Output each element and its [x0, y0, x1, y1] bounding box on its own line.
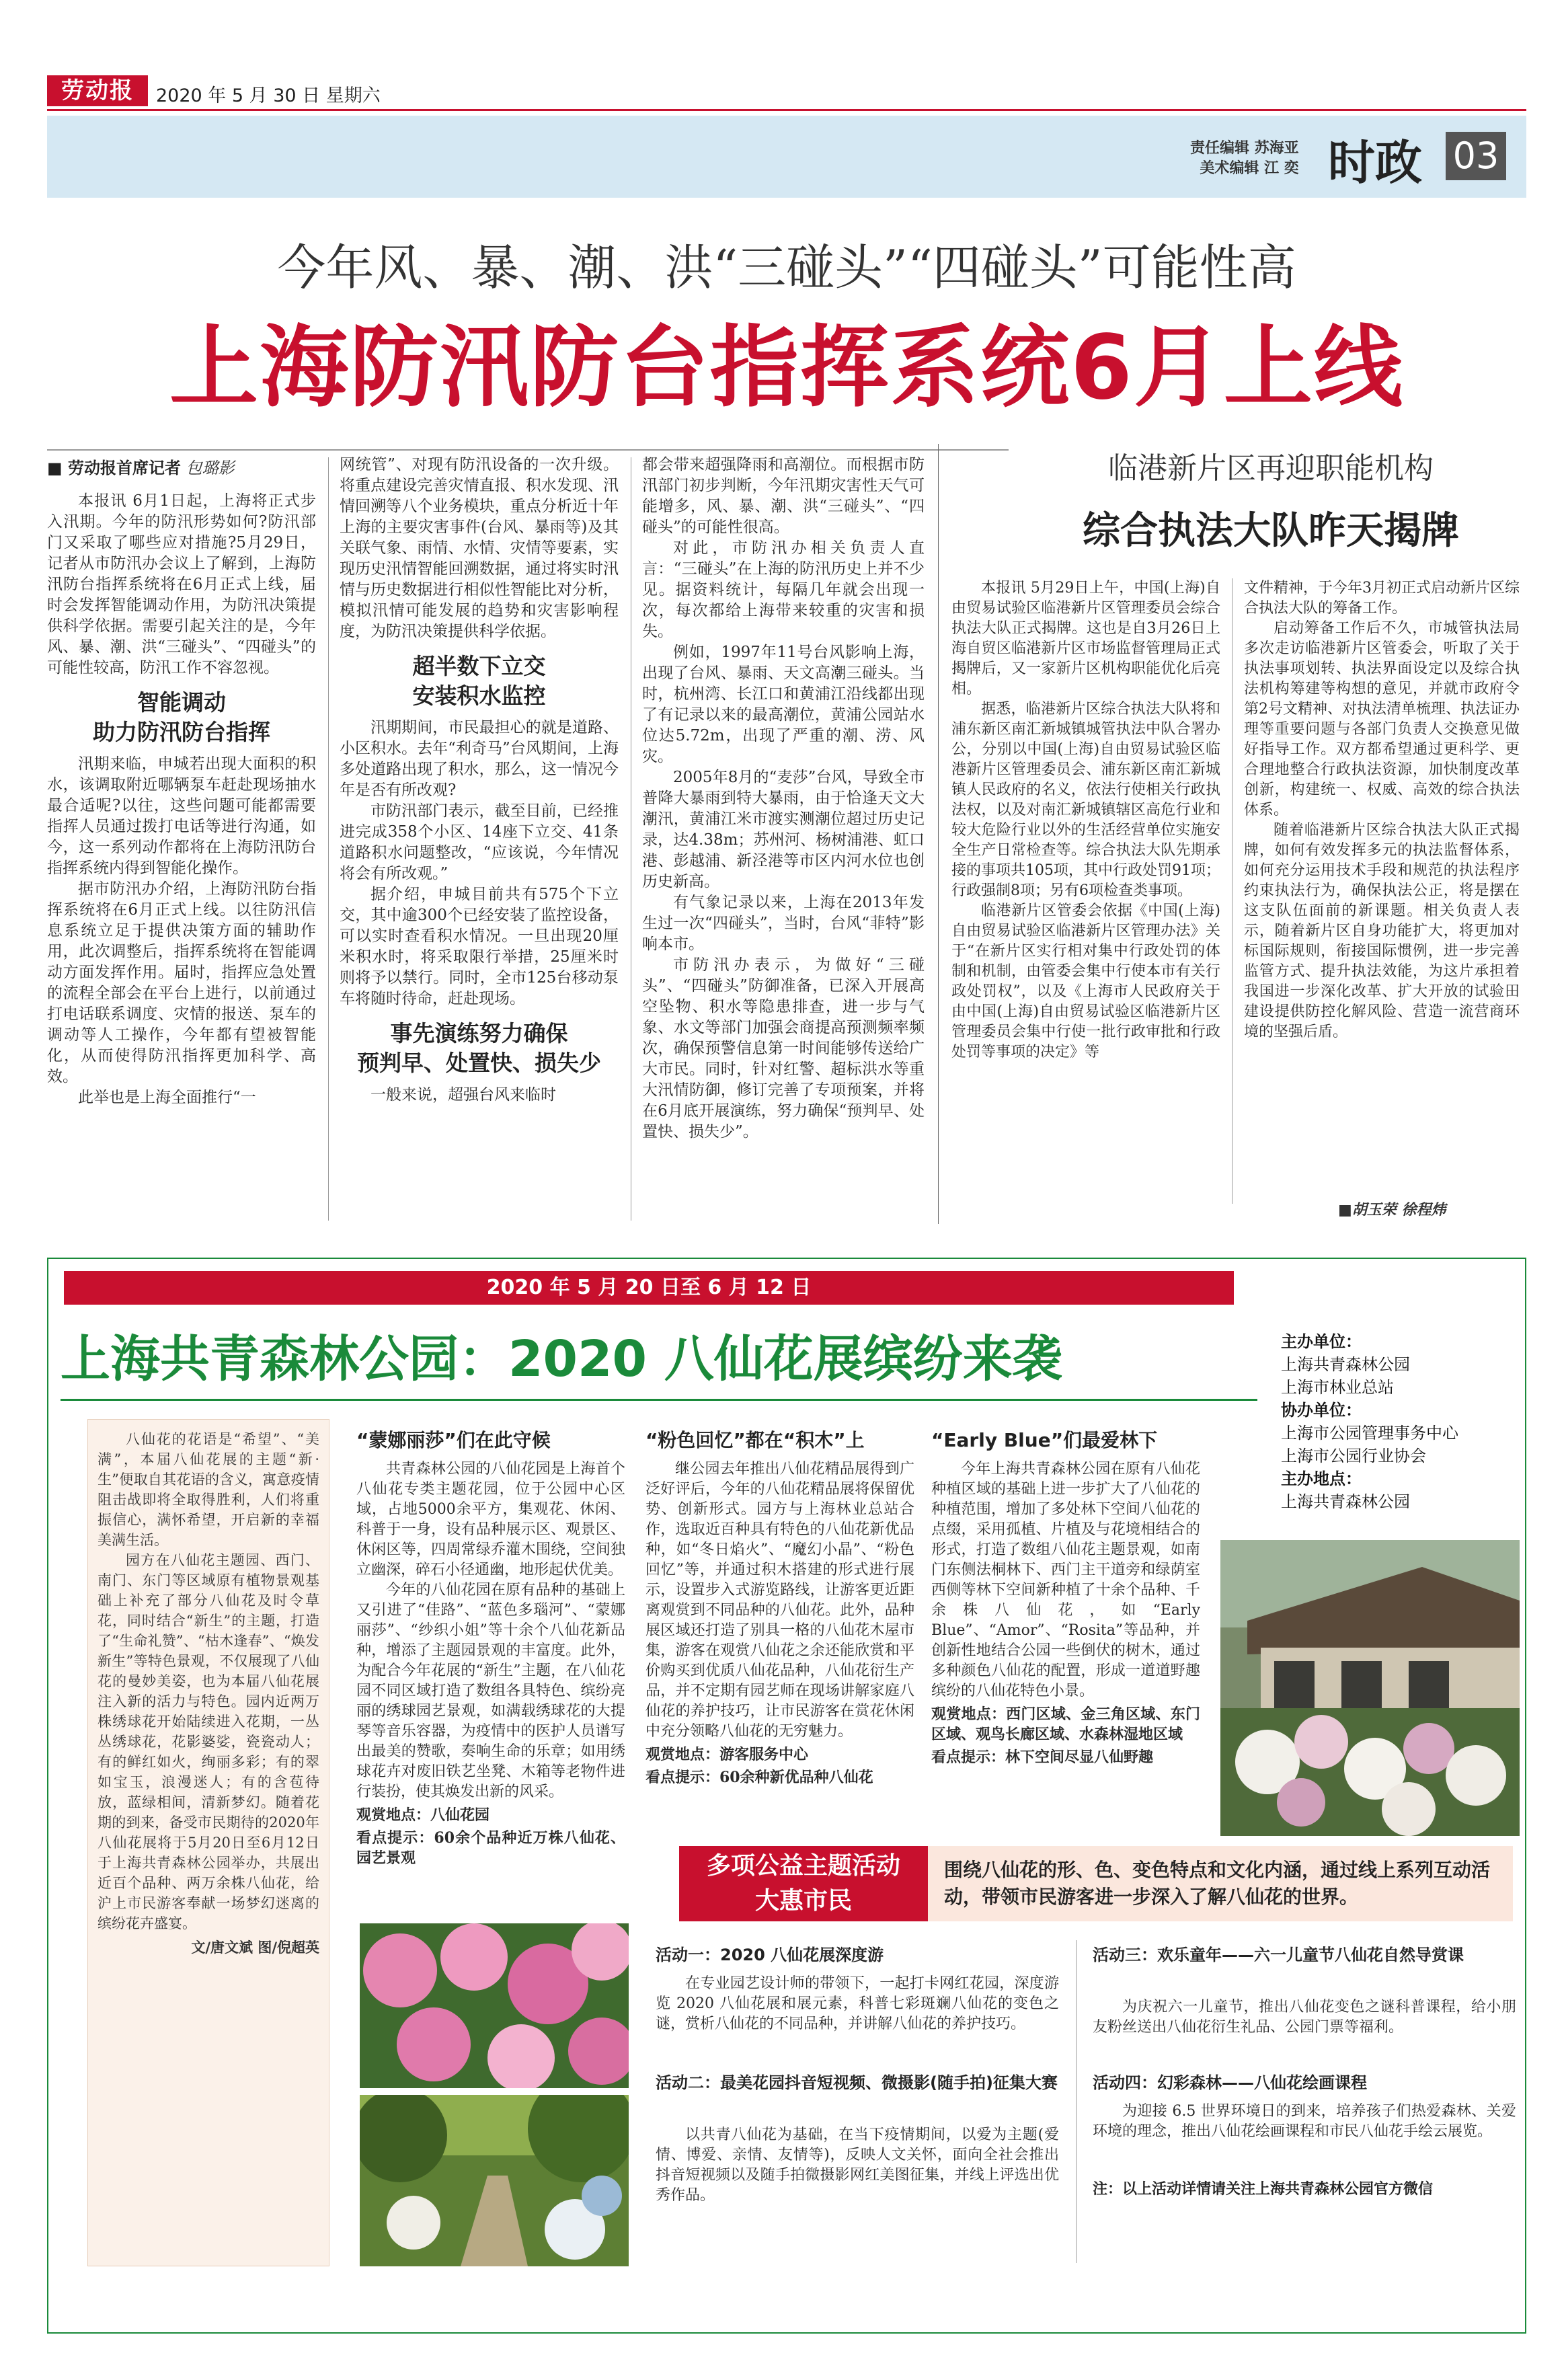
- paragraph: 临港新片区管委会依据《中国(上海)自由贸易试验区临港新片区管理办法》关于“在新片区实行相对集中行政处罚的体制和机制，由管委会集中行使本市有关行政处罚权”，以及《上海市人民政府关于由中国(上海)自由贸易试验区临港新片区管理委员会集中行使一批行政审批和行政处罚等事项的决定》等: [951, 903, 1220, 1061]
- ad-column-1: [356, 1459, 625, 1868]
- paragraph: 例如，1997年11号台风影响上海，出现了台风、暴雨、天文高潮三碰头。当时，杭州湾、长江口和黄浦江沿线都出现了有记录以来的最高潮位，黄浦公园站水位达5.72m，出现了严重的潮、涝、风灾。: [642, 644, 925, 765]
- paragraph: 2005年8月的“麦莎”台风，导致全市普降大暴雨到特大暴雨，由于恰逢天文大潮汛，黄浦江米市渡实测潮位超过历史记录，达4.38m；苏州河、杨树浦港、虹口港、彭越浦、新泾港等市区内河水位也创历史新高。: [642, 769, 925, 890]
- co-organizer-label: 协办单位：: [1281, 1401, 1362, 1420]
- paragraph: 本报讯 6月1日起，上海将正式步入汛期。今年的防汛形势如何?防汛部门又采取了哪些应对措施?5月29日，记者从市防汛办会议上了解到，上海防汛防台指挥系统将在6月正式上线，届时会发挥智能调动作用，为防汛决策提供科学依据。需要引起关注的是，今年风、暴、潮、洪“三碰头”、“四碰头”的可能性较高，防汛工作不容忽视。: [47, 492, 316, 677]
- paragraph: 汛期来临，申城若出现大面积的积水，该调取附近哪辆泵车赶赴现场抽水最合适呢?以往，这些问题可能都需要指挥人员通过拨打电话等进行沟通，如今，这一系列动作都将在上海防汛防台指挥系统内得到智能化操作。: [47, 755, 316, 877]
- highlight-tip: 看点提示：林下空间尽显八仙野趣: [931, 1749, 1154, 1766]
- main-column-3: [642, 455, 925, 1221]
- view-location: 观赏地点：西门区域、金三角区域、东门区域、观鸟长廊区域、水森林湿地区域: [931, 1705, 1200, 1743]
- co-organizer-2: 上海市公园行业协会: [1281, 1447, 1426, 1465]
- activity-4-title: 活动四：幻彩森林——八仙花绘画课程: [1093, 2073, 1367, 2092]
- activities-label: 多项公益主题活动 大惠市民: [679, 1846, 928, 1921]
- lead-credit: 文/唐文斌 图/倪超英: [191, 1939, 319, 1956]
- side-kicker: 临港新片区再迎职能机构: [1108, 451, 1434, 486]
- main-headline: 上海防汛防台指挥系统6月上线: [169, 316, 1404, 420]
- paragraph: 为庆祝六一儿童节，推出八仙花变色之谜科普课程，给小朋友粉丝送出八仙花衍生礼品、公园门票等福利。: [1093, 1999, 1516, 2036]
- paragraph: 市防汛办表示，为做好“三碰头”、“四碰头”防御准备，已深入开展高空坠物、积水等隐患排查，进一步与气象、水文等部门加强会商提高预测频率频次，确保预警信息第一时间能够传送给广大市民。同时，针对红警、超标洪水等重大汛情防御，修订完善了专项预案，并将在6月底开展演练，努力确保“预判早、处置快、损失少”。: [642, 956, 925, 1141]
- activity-4-body: [1093, 2102, 1516, 2142]
- subhead-drill: 事先演练努力确保 预判早、处置快、损失少: [357, 1020, 601, 1076]
- paragraph: 共青森林公园的八仙花园是上海首个八仙花专类主题花园，位于公园中心区域，占地5000余平方，集观花、休闲、科普于一身，设有品种展示区、观景区、休闲区等，四周常绿乔灌木围绕，空间独立幽深，碎石小径通幽，地形起伏优美。: [356, 1461, 625, 1578]
- paragraph: 都会带来超强降雨和高潮位。而根据市防汛部门初步判断，今年汛期灾害性天气可能增多，风、暴、潮、洪“三碰头”、“四碰头”的可能性很高。: [642, 456, 925, 536]
- co-organizer-1: 上海市公园管理事务中心: [1281, 1424, 1458, 1443]
- sponsor-1: 上海共青森林公园: [1281, 1355, 1410, 1374]
- side-headline: 综合执法大队昨天揭牌: [1083, 509, 1459, 553]
- main-byline: [47, 455, 235, 478]
- view-location: 观赏地点：八仙花园: [356, 1806, 490, 1824]
- art-editor-line: 美术编辑 江 奕: [1200, 160, 1299, 177]
- paragraph: 据市防汛办介绍，上海防汛防台指挥系统将在6月正式上线。以往防汛信息系统立足于提供决策方面的辅助作用，此次调整后，指挥系统将在智能调动方面发挥作用。届时，指挥应急处置的流程全部会在平台上进行，以前通过打电话联系调度、灾情的报送、泵车的调动等人工操作，今年都有望被智能化，从而使得防汛指挥更加科学、高效。: [47, 880, 316, 1085]
- activities-note: 注：以上活动详情请关注上海共青森林公园官方微信: [1093, 2180, 1434, 2198]
- ad-col1-head: “蒙娜丽莎”们在此守候: [356, 1429, 551, 1451]
- subhead-underpass-monitoring: 超半数下立交 安装积水监控: [412, 653, 546, 709]
- paragraph: 今年的八仙花园在原有品种的基础上又引进了“佳路”、“蓝色多瑙河”、“蒙娜丽莎”、“纱织小姐”等十余个八仙花新品种，增添了主题园景观的丰富度。此外，为配合今年花展的“新生”主题，在八仙花园不同区域打造了数组各具特色、缤纷亮丽的绣球园艺景观，如满载绣球花的大提琴等音乐容器，为疫情中的医护人员谱写出最美的赞歌，奏响生命的乐章；如用绣球花卉对废旧铁艺坐凳、木箱等老物件进行装扮，使其焕发出新的风采。: [356, 1582, 625, 1800]
- side-column-2: [1244, 578, 1520, 1197]
- paragraph: 文件精神，于今年3月初正式启动新片区综合执法大队的筹备工作。: [1244, 580, 1520, 617]
- sponsor-2: 上海市林业总站: [1281, 1378, 1394, 1397]
- paragraph: 在专业园艺设计师的带领下，一起打卡网红花园，深度游览 2020 八仙花展和展元素，科普七彩斑斓八仙花的变色之谜，赏析八仙花的不同品种，并讲解八仙花的养护技巧。: [656, 1975, 1059, 2032]
- sponsor-label: 主办单位：: [1281, 1332, 1362, 1351]
- paragraph: 启动筹备工作后不久，市城管执法局多次走访临港新片区管委会，听取了关于执法事项划转、执法界面设定以及综合执法机构筹建等构想的意见，并就市政府令第2号文精神、对执法清单梳理、执法证办理等重要问题与各部门负责人交换意见做好指导工作。双方都希望通过更科学、更合理地整合行政执法资源，加快制度改革创新，构建统一、权威、高效的综合执法体系。: [1244, 620, 1520, 818]
- column-divider: [328, 457, 329, 1221]
- ad-lead-text: [97, 1429, 319, 1958]
- masthead-rule: [47, 109, 1526, 111]
- paragraph: 八仙花的花语是“希望”、“美满”，本届八仙花展的主题“新·生”便取自其花语的含义，寓意疫情阻击战即将全取得胜利，人们将重振信心，满怀希望，开启新的幸福美满生活。: [97, 1431, 319, 1548]
- paragraph: 据介绍，申城目前共有575个下立交，其中逾300个已经安装了监控设备，可以实时查看积水情况。一旦出现20厘米积水时，将采取限行举措，25厘米时则将予以禁行。同时，全市125台移动泵车将随时待命，赶赴现场。: [340, 886, 619, 1007]
- paragraph: 据悉，临港新片区综合执法大队将和浦东新区南汇新城镇城管执法中队合署办公，分别以中国(上海)自由贸易试验区临港新片区管理委员会、浦东新区南汇新城镇人民政府的名义，依法行使相关行政执法权，以及对南汇新城镇辖区高危行业和较大危险行业以外的生活经营单位实施安全生产日常检查等。综合执法大队先期承接的事项共105项，其中行政处罚91项；行政强制8项；另有6项检查类事项。: [951, 701, 1220, 899]
- highlight-tip: 看点提示：60余种新优品种八仙花: [645, 1769, 873, 1786]
- paragraph: 随着临港新片区综合执法大队正式揭牌，如何有效发挥多元的执法监督体系，如何充分运用技术手段和规范的执法程序约束执法行为，确保执法公正，将是摆在这支队伍面前的新课题。相关负责人表示，随着新片区自身功能扩大，将更加对标国际规则，衔接国际惯例，进一步完善监管方式、提升执法效能，为这片承担着我国进一步深化改革、扩大开放的试验田建设提供防控化解风险、营造一流营商环境的坚强后盾。: [1244, 822, 1520, 1040]
- editor-line: 责任编辑 苏海亚: [1190, 140, 1299, 157]
- headline-rule: [47, 449, 1009, 451]
- activity-2-body: [656, 2125, 1059, 2206]
- paragraph: 汛期期间，市民最担心的就是道路、小区积水。去年“利奇马”台风期间，上海多处道路出现了积水，那么，这一情况今年是否有所改观?: [340, 719, 619, 799]
- side-column-1: [951, 578, 1220, 1224]
- byline-label: ■ 劳动报首席记者: [47, 459, 182, 477]
- ad-col2-head: “粉色回忆”都在“积木”上: [645, 1429, 865, 1451]
- ad-title-rule: [61, 1399, 1257, 1401]
- activity-1-title: 活动一：2020 八仙花展深度游: [656, 1946, 884, 1964]
- paragraph: 对此，市防汛办相关负责人直言：“三碰头”在上海的防汛历史上并不少见。据资料统计，每隔几年就会出现一次，每次都给上海带来较重的灾害和损失。: [642, 539, 925, 640]
- paragraph: 继公园去年推出八仙花精品展得到广泛好评后，今年的八仙花精品展将保留优势、创新形式。园方与上海林业总站合作，选取近百种具有特色的八仙花新优品种，如“冬日焰火”、“魔幻小晶”、“粉色回忆”等，并通过积木搭建的形式进行展示，设置步入式游览路线，让游客更近距离观赏到不同品种的八仙花。此外，品种展区域还打造了别具一格的八仙花木屋市集，游客在观赏八仙花之余还能欣赏和平价购买到优质八仙花品种，八仙花衍生产品，并不定期有园艺师在现场讲解家庭八仙花的养护技巧，让市民游客在赏花休闲中充分领略八仙花的无穷魅力。: [645, 1461, 914, 1740]
- activity-3-body: [1093, 1997, 1516, 2038]
- paragraph: 园方在八仙花主题园、西门、南门、东门等区域原有植物景观基础上补充了部分八仙花及时令草花，同时结合“新生”的主题，打造了“生命礼赞”、“枯木逢春”、“焕发新生”等特色景观，不仅展现了八仙花的曼妙美姿，也为本届八仙花展注入新的活力与特色。园内近两万株绣球花开始陆续进入花期，一丛丛绣球花，花影婆娑，瓷瓷动人；有的鲜红如火，绚丽多彩；有的翠如宝玉，浪漫迷人；有的含苞待放，蓝绿相间，清新梦幻。随着花期的到来，备受市民期待的2020年八仙花展将于5月20日至6月12日于上海共青森林公园举办，共展出近百个品种、两万余株八仙花，给沪上市民游客奉献一场梦幻迷离的缤纷花卉盛宴。: [97, 1552, 319, 1931]
- activity-2-title: 活动二：最美花园抖音短视频、微摄影(随手拍)征集大赛: [656, 2073, 1058, 2092]
- paragraph: 有气象记录以来，上海在2013年发生过一次“四碰头”，当时，台风“菲特”影响本市。: [642, 894, 925, 953]
- paragraph: 为迎接 6.5 世界环境日的到来，培养孩子们热爱森林、关爱环境的理念，推出八仙花绘画课程和市民八仙花手绘云展览。: [1093, 2103, 1516, 2140]
- story-divider: [938, 444, 939, 1224]
- paragraph: 此举也是上海全面推行“一: [78, 1089, 256, 1106]
- activity-3-title: 活动三：欢乐童年——六一儿童节八仙花自然导赏课: [1093, 1946, 1464, 1964]
- main-column-1: [47, 491, 316, 1221]
- subhead-smart-dispatch: 智能调动 助力防汛防台指挥: [93, 689, 270, 745]
- page-number: 03: [1446, 132, 1506, 180]
- paragraph: 以共青八仙花为基础，在当下疫情期间，以爱为主题(爱情、博爱、亲情、友情等)，反映人文关怀，面向全社会推出抖音短视频以及随手拍微摄影网红美图征集，并线上评选出优秀作品。: [656, 2126, 1059, 2204]
- ad-column-2: [645, 1459, 914, 1788]
- main-kicker: 今年风、暴、潮、洪“三碰头”“四碰头”可能性高: [277, 239, 1296, 296]
- paragraph: 本报讯 5月29日上午，中国(上海)自由贸易试验区临港新片区管理委员会综合执法大队正式揭牌。这也是自3月26日上海自贸区临港新片区市场监督管理局正式揭牌后，又一家新片区机构职能优化后亮相。: [951, 580, 1220, 697]
- hydrangea-terrace-photo: [1220, 1540, 1520, 1836]
- ad-column-3: [931, 1459, 1200, 1767]
- venue: 上海共青森林公园: [1281, 1492, 1410, 1511]
- view-location: 观赏地点：游客服务中心: [645, 1746, 809, 1763]
- ad-date-bar: 2020 年 5 月 20 日至 6 月 12 日: [64, 1271, 1234, 1305]
- activities-description: 围绕八仙花的形、色、变色特点和文化内涵，通过线上系列互动活动，带领市民游客进一步深入了解八仙花的世界。: [928, 1846, 1513, 1921]
- section-band: [47, 116, 1526, 198]
- ad-col3-head: “Early Blue”们最爱林下: [931, 1429, 1158, 1451]
- activity-1-body: [656, 1974, 1059, 2034]
- paragraph: 今年上海共青森林公园在原有八仙花种植区域的基础上进一步扩大了八仙花的种植范围，增加了多处林下空间八仙花的点缀，采用孤植、片植及与花境相结合的形式，打造了数组八仙花主题景观，如南门东侧法桐林下、西门主干道旁和绿荫室西侧等林下空间新种植了十余个品种、千余株八仙花，如“Early Blue”、“Amor”、“Rosita”等品种，并创新性地结合公园一些倒伏的树木，通过多种颜色八仙花的配置，形成一道道野趣缤纷的八仙花特色小景。: [931, 1461, 1200, 1699]
- ad-headline: 上海共青森林公园：2020 八仙花展缤纷来袭: [61, 1330, 1062, 1388]
- main-column-2: [340, 455, 619, 1221]
- highlight-tip: 看点提示：60余个品种近万株八仙花、园艺景观: [356, 1829, 625, 1867]
- garden-path-photo: [360, 2095, 629, 2266]
- side-author: ■胡玉荣 徐程炜: [1338, 1201, 1446, 1219]
- newspaper-logo: 劳动报: [47, 75, 148, 106]
- sponsor-block: [1281, 1330, 1458, 1513]
- paragraph: 网统管”、对现有防汛设备的一次升级。将重点建设完善灾情直报、积水发现、汛情回溯等八个业务模块，重点分析近十年上海的主要灾害事件(台风、暴雨等)及其关联气象、雨情、水情、灾情等要素，实现历史汛情智能回溯数据，通过将实时汛情与历史数据进行相似性智能比对分析，模拟汛情可能发展的趋势和灾害影响程度，为防汛决策提供科学依据。: [340, 456, 619, 640]
- venue-label: 主办地点：: [1281, 1469, 1362, 1488]
- section-title: 时政: [1328, 135, 1422, 190]
- pink-hydrangea-photo: [360, 1923, 629, 2088]
- paragraph: 一般来说，超强台风来临时: [370, 1086, 556, 1104]
- editor-credits: [1190, 139, 1299, 179]
- byline-name: 包璐影: [186, 459, 235, 477]
- paragraph: 市防汛部门表示，截至目前，已经推进完成358个小区、14座下立交、41条道路积水问题整改，“应该说，今年情况将会有所改观。”: [340, 802, 619, 882]
- issue-date: 2020 年 5 月 30 日 星期六: [156, 85, 381, 106]
